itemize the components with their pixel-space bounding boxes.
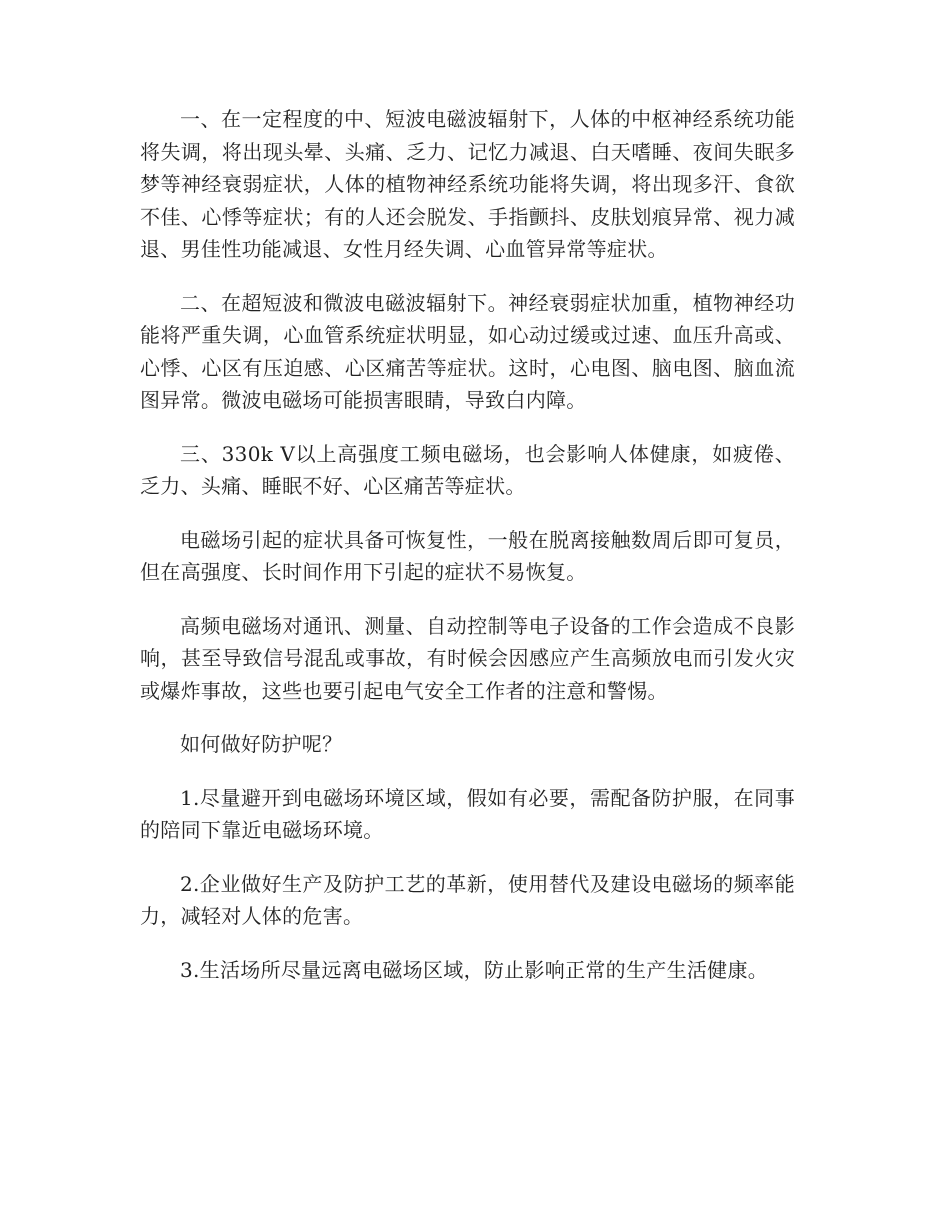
paragraph-symptoms-microwave: 二、在超短波和微波电磁波辐射下。神经衰弱症状加重，植物神经功能将严重失调，心血管系统症状明显，如心动过缓或过速、血压升高或、心悸、心区有压迫感、心区痛苦等症状。这时，心电图、脑电图、脑血流图异常。微波电磁场可能损害眼睛，导致白内障。 <box>140 290 795 412</box>
paragraph-protection-question: 如何做好防护呢？ <box>180 732 343 756</box>
paragraph-equipment-impact: 高频电磁场对通讯、测量、自动控制等电子设备的工作会造成不良影响，甚至导致信号混乱或事故，有时候会因感应产生高频放电而引发火灾或爆炸事故，这些也要引起电气安全工作者的注意和警惕。 <box>140 613 795 703</box>
document-body <box>140 103 795 1007</box>
paragraph-symptoms-short-wave: 一、在一定程度的中、短波电磁波辐射下，人体的中枢神经系统功能将失调，将出现头晕、头痛、乏力、记忆力减退、白天嗜睡、夜间失眠多梦等神经衰弱症状，人体的植物神经系统功能将失调，将出现多汗、食欲不佳、心悸等症状；有的人还会脱发、手指颤抖、皮肤划痕异常、视力减退、男佳性功能减退、女性月经失调、心血管异常等症状。 <box>140 107 795 261</box>
paragraph-symptoms-power-frequency: 三、330k V以上高强度工频电磁场，也会影响人体健康，如疲倦、乏力、头痛、睡眠不好、心区痛苦等症状。 <box>140 441 795 498</box>
list-item-protection-3: 3.生活场所尽量远离电磁场区域，防止影响正常的生产生活健康。 <box>180 957 769 982</box>
paragraph-recovery: 电磁场引起的症状具备可恢复性，一般在脱离接触数周后即可复员，但在高强度、长时间作用下引起的症状不易恢复。 <box>140 527 795 584</box>
list-item-protection-1: 1.尽量避开到电磁场环境区域，假如有必要，需配备防护服，在同事的陪同下靠近电磁场环境。 <box>140 785 795 842</box>
list-item-protection-2: 2.企业做好生产及防护工艺的革新，使用替代及建设电磁场的频率能力，减轻对人体的危害。 <box>140 871 795 928</box>
